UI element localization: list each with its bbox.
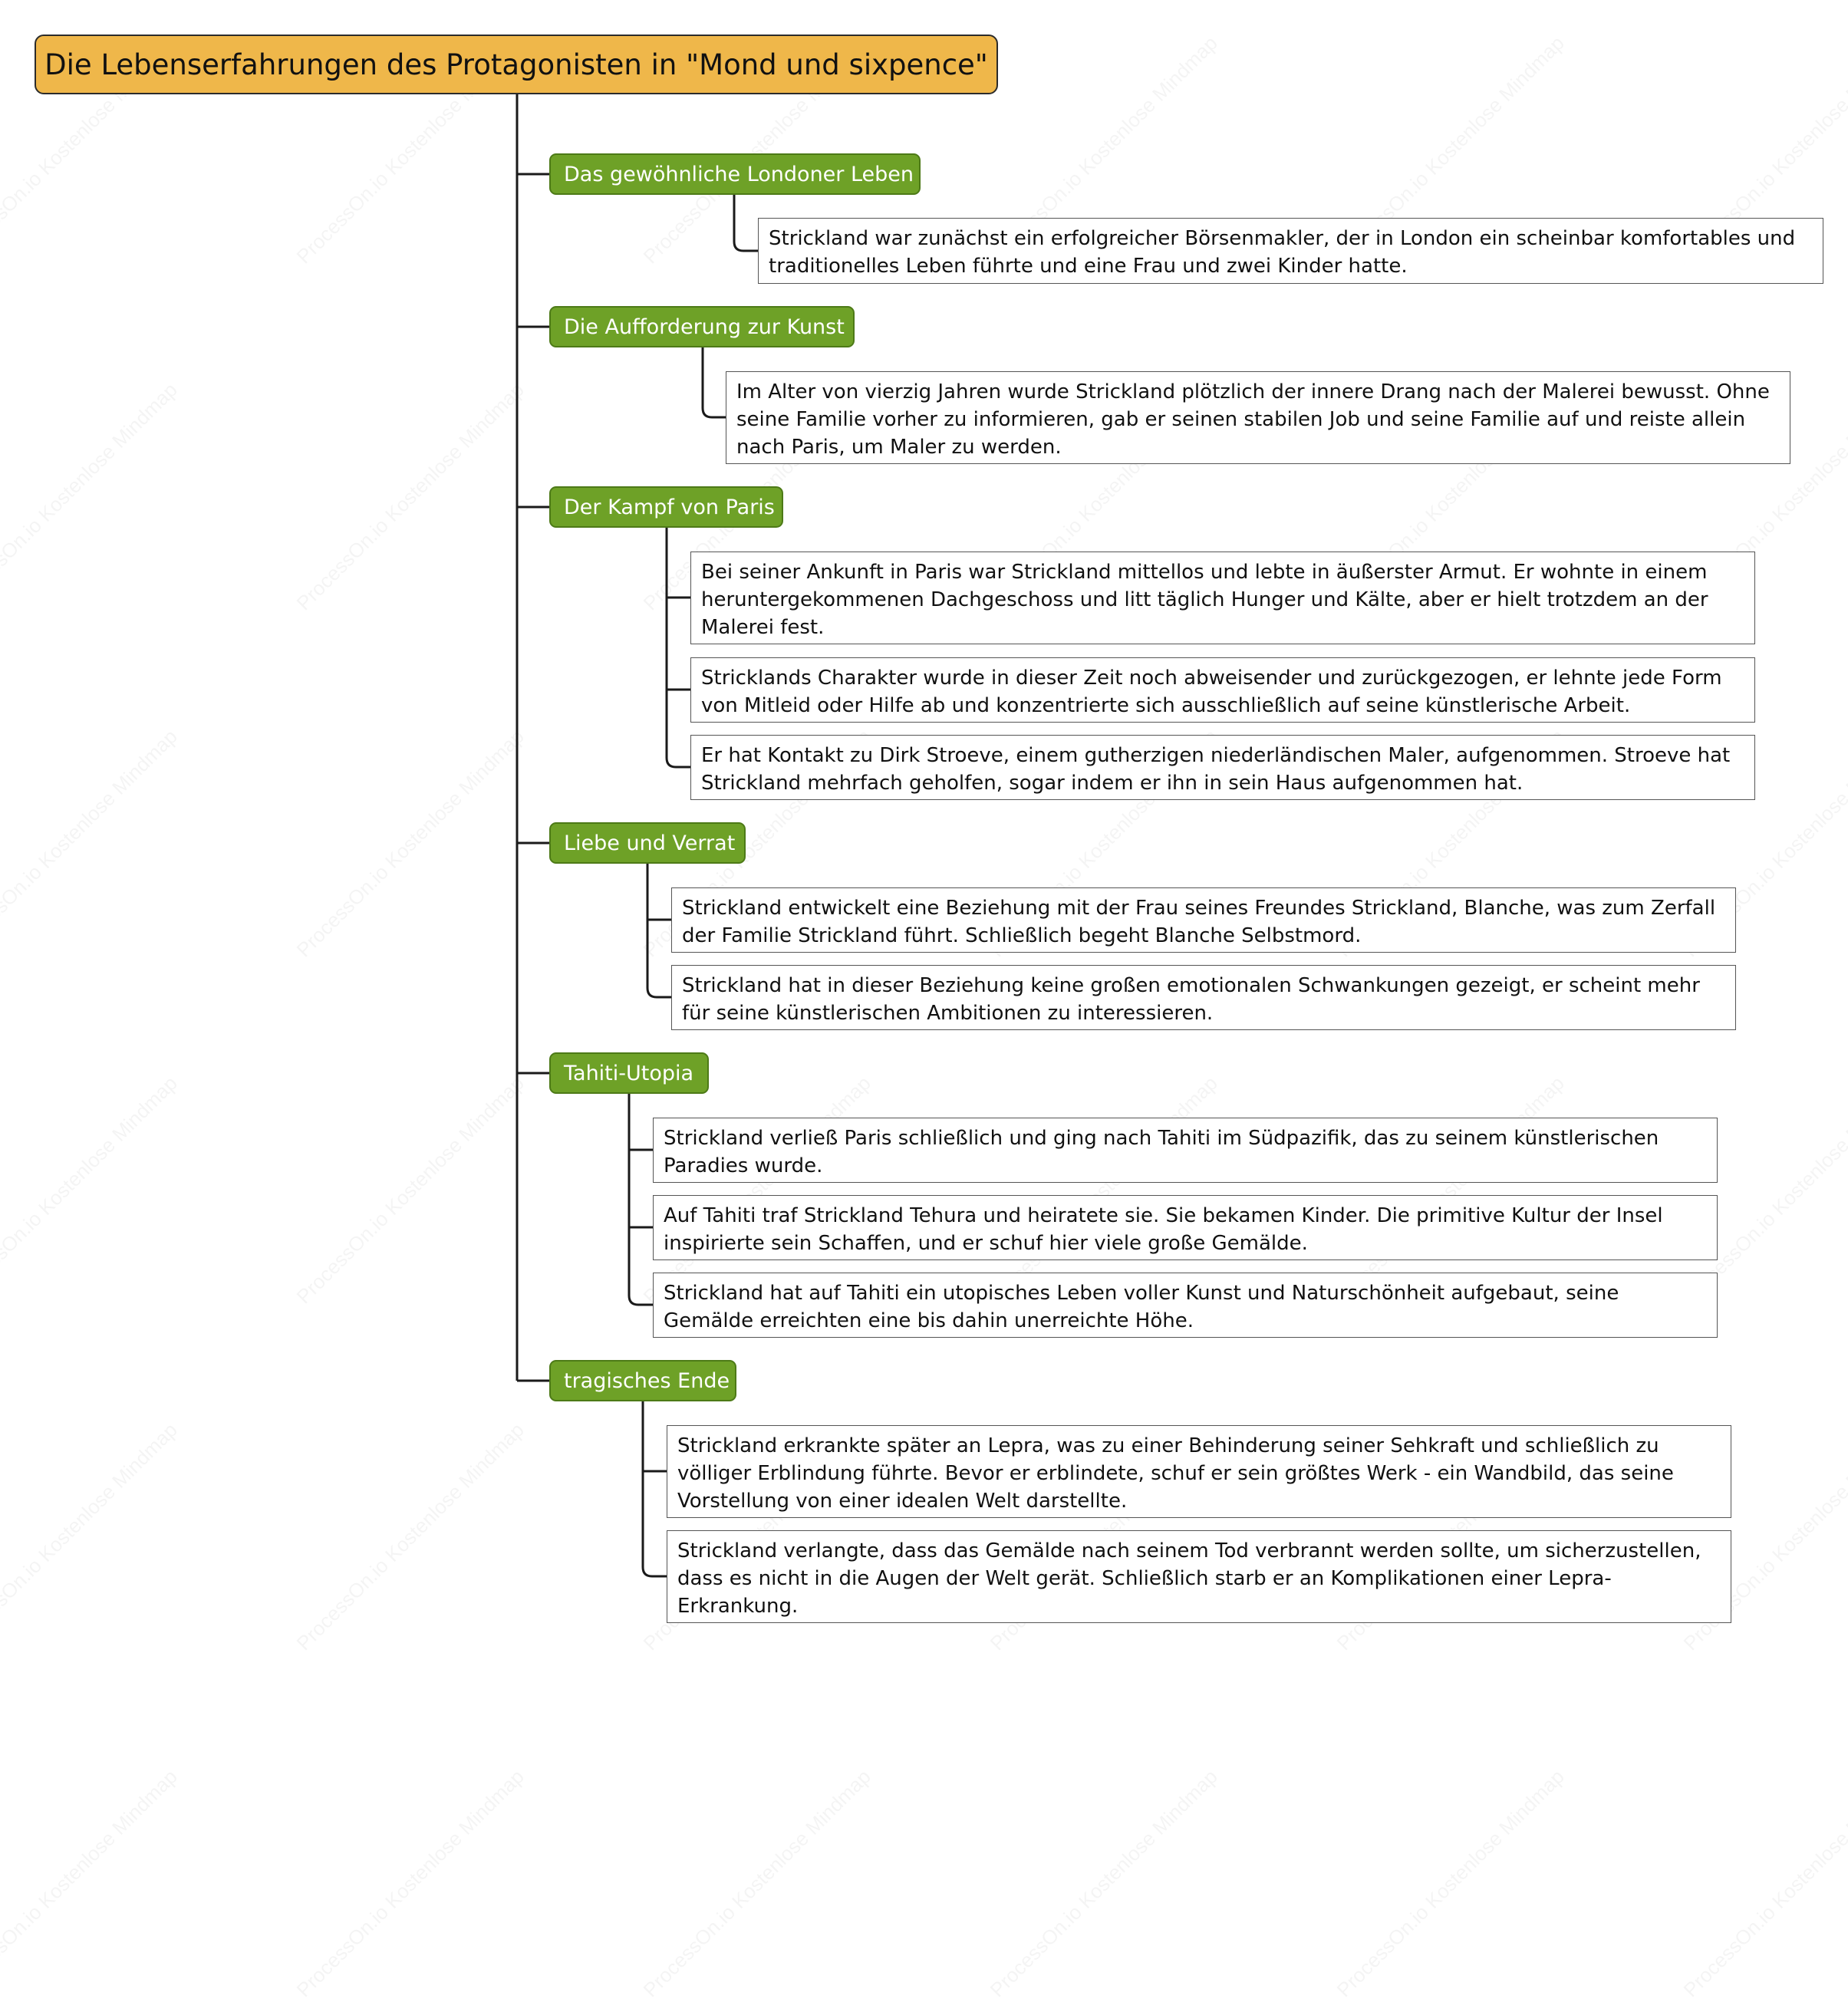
watermark-text [292,1765,529,2002]
leaf-text: Stricklands Charakter wurde in dieser Zeit noch abweisender und zurückgezogen, er lehnte jede Form von Mitleid oder Hilfe ab und konzentrierte sich ausschließlich auf seine künstlerische Arbeit. [701,667,1722,717]
root-topic-label: Die Lebenserfahrungen des Protagonisten in "Mond und sixpence" [44,48,988,81]
branch-label: Der Kampf von Paris [564,495,775,519]
leaf-connector-1-last [703,347,726,417]
branch-label: Das gewöhnliche Londoner Leben [564,162,914,186]
leaf-london-life-1[interactable] [758,218,1823,284]
branch-love-betrayal[interactable] [549,822,746,864]
leaf-tahiti-utopia-1[interactable] [653,1118,1718,1183]
leaf-text: Auf Tahiti traf Strickland Tehura und heiratete sie. Sie bekamen Kinder. Die primitive Kultur der Insel inspirierte sein Schaffen, und er schuf hier viele große Gemälde. [664,1204,1663,1255]
leaf-love-betrayal-1[interactable] [671,887,1736,953]
leaf-text: Strickland erkrankte später an Lepra, was zu einer Behinderung seiner Sehkraft und schließlich zu völliger Erblindung führte. Bevor er erblindete, schuf er sein größtes Werk - ein Wandbild, das seine Vorstellung von einer idealen Welt darstellte. [677,1434,1674,1513]
branch-call-to-art[interactable] [549,306,855,347]
leaf-connector-2-last [667,528,690,767]
leaf-connector-0-last [734,195,758,251]
leaf-text: Strickland hat auf Tahiti ein utopisches Leben voller Kunst und Naturschönheit aufgebaut, seine Gemälde erreichten eine bis dahin unerreichte Höhe. [664,1282,1619,1332]
branch-tahiti-utopia[interactable] [549,1052,709,1094]
leaf-text: Strickland verließ Paris schließlich und ging nach Tahiti im Südpazifik, das zu seinem künstlerischen Paradies wurde. [664,1127,1659,1177]
leaf-text: Er hat Kontakt zu Dirk Stroeve, einem gutherzigen niederländischen Maler, aufgenommen. Stroeve hat Strickland mehrfach geholfen, sogar indem er ihn in sein Haus aufgenommen hat. [701,744,1731,795]
leaf-paris-struggle-1[interactable] [690,552,1755,644]
branch-london-life[interactable] [549,153,921,195]
branch-label: Tahiti-Utopia [564,1061,694,1085]
leaf-tahiti-utopia-3[interactable] [653,1273,1718,1338]
leaf-tragic-end-2[interactable] [667,1530,1731,1623]
watermark-text [1679,1765,1848,2002]
leaf-connector-5-last [643,1401,667,1576]
leaf-text: Strickland war zunächst ein erfolgreicher Börsenmakler, der in London ein scheinbar komfortables und traditionelles Leben führte und eine Frau und zwei Kinder hatte. [769,227,1796,278]
watermark-text [1332,1765,1570,2002]
leaf-text: Strickland verlangte, dass das Gemälde nach seinem Tod verbrannt werden sollte, um sicherzustellen, dass es nicht in die Augen der Welt gerät. Schließlich starb er an Komplikationen einer Lepra-Erkrankung. [677,1539,1701,1618]
watermark-text [986,1765,1223,2002]
leaf-tragic-end-1[interactable] [667,1425,1731,1518]
leaf-paris-struggle-3[interactable] [690,735,1755,800]
leaf-connector-4-last [629,1094,653,1305]
leaf-text: Bei seiner Ankunft in Paris war Strickland mittellos und lebte in äußerster Armut. Er wohnte in einem heruntergekommenen Dachgeschoss und litt täglich Hunger und Kälte, aber er hielt trotzdem an der Malerei fest. [701,561,1708,639]
branch-label: tragisches Ende [564,1368,730,1393]
leaf-text: Im Alter von vierzig Jahren wurde Strickland plötzlich der innere Drang nach der Malerei bewusst. Ohne seine Familie vorher zu informieren, gab er seinen stabilen Job und seine Familie auf und reiste allein nach Paris, um Maler zu werden. [736,380,1770,459]
leaf-connector-3-last [647,864,671,997]
branch-tragic-end[interactable] [549,1360,736,1401]
branch-label: Liebe und Verrat [564,831,736,855]
leaf-paris-struggle-2[interactable] [690,657,1755,723]
watermark-text [0,1765,183,2002]
leaf-tahiti-utopia-2[interactable] [653,1195,1718,1260]
leaf-text: Strickland hat in dieser Beziehung keine großen emotionalen Schwankungen gezeigt, er scheint mehr für seine künstlerischen Ambitionen zu interessieren. [682,974,1700,1025]
branch-label: Die Aufforderung zur Kunst [564,314,845,339]
leaf-text: Strickland entwickelt eine Beziehung mit der Frau seines Freundes Strickland, Blanche, was zum Zerfall der Familie Strickland führt. Schließlich begeht Blanche Selbstmord. [682,897,1716,947]
watermark-text [639,1765,876,2002]
leaf-love-betrayal-2[interactable] [671,965,1736,1030]
branch-paris-struggle[interactable] [549,486,783,528]
leaf-call-to-art-1[interactable] [726,371,1790,464]
root-topic[interactable] [35,35,998,94]
